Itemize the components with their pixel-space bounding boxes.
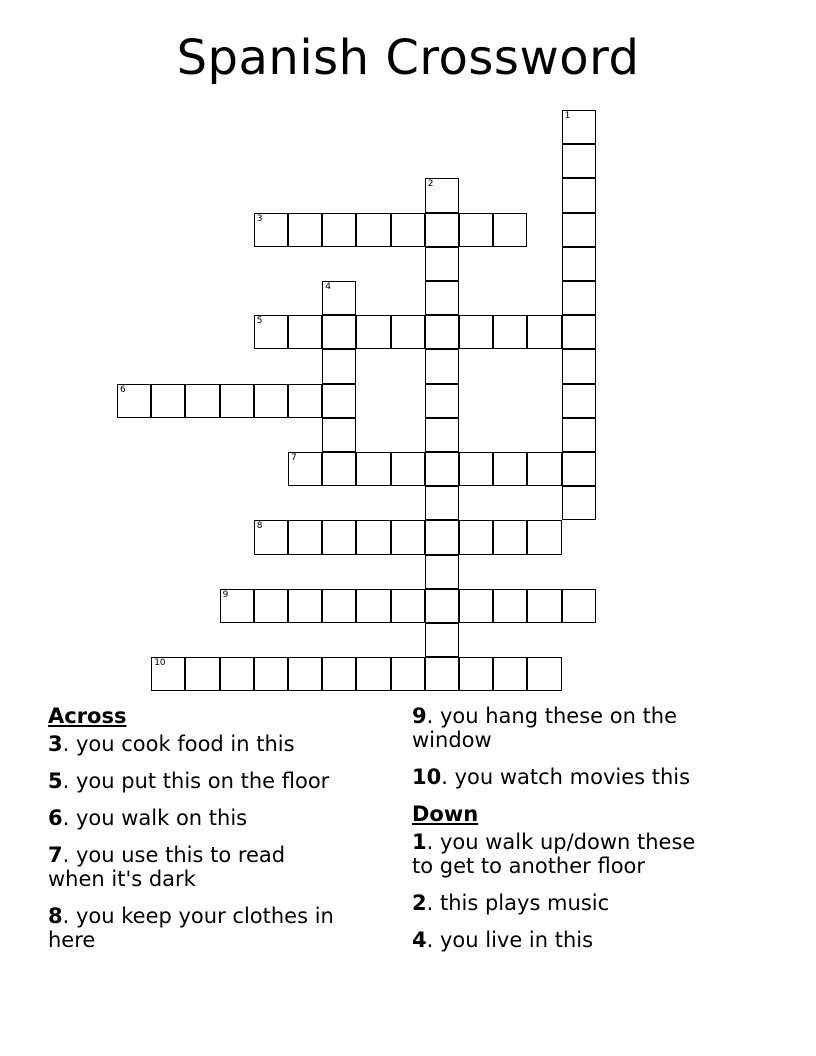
- grid-cell[interactable]: [322, 315, 356, 349]
- grid-cell[interactable]: [356, 315, 390, 349]
- down-clue-1: 1. you walk up/down these to get to another floor: [412, 830, 696, 878]
- grid-cell[interactable]: [425, 178, 459, 212]
- grid-cell[interactable]: [322, 349, 356, 383]
- grid-cell[interactable]: [220, 657, 254, 691]
- grid-cell[interactable]: [254, 657, 288, 691]
- grid-cell[interactable]: [425, 486, 459, 520]
- grid-cell[interactable]: [527, 657, 561, 691]
- grid-cell[interactable]: [288, 589, 322, 623]
- grid-cell[interactable]: [562, 247, 596, 281]
- grid-cell[interactable]: [425, 247, 459, 281]
- down-heading: Down: [412, 802, 479, 826]
- page-title: Spanish Crossword: [176, 30, 640, 86]
- grid-cell[interactable]: [322, 520, 356, 554]
- cell-number: 7: [291, 453, 297, 463]
- grid-cell[interactable]: [391, 589, 425, 623]
- grid-cell[interactable]: [220, 384, 254, 418]
- grid-cell[interactable]: [459, 589, 493, 623]
- grid-cell[interactable]: [527, 452, 561, 486]
- grid-cell[interactable]: [562, 144, 596, 178]
- grid-cell[interactable]: [288, 520, 322, 554]
- cell-number: 9: [222, 589, 229, 600]
- across-heading: Across: [48, 704, 127, 728]
- grid-cell[interactable]: [322, 213, 356, 247]
- grid-cell[interactable]: [562, 486, 596, 520]
- grid-cell[interactable]: [425, 452, 459, 486]
- grid-cell[interactable]: [322, 589, 356, 623]
- grid-cell[interactable]: [562, 589, 596, 623]
- down-clue-2: 2. this plays music: [412, 891, 610, 915]
- across-clue-3: 3. you cook food in this: [48, 732, 295, 756]
- grid-cell[interactable]: [527, 589, 561, 623]
- grid-cell[interactable]: [562, 213, 596, 247]
- across-clue-8: 8. you keep your clothes in here: [48, 904, 334, 952]
- across-clue-9: 9. you hang these on the window: [412, 704, 678, 752]
- cell-number: 5: [256, 316, 263, 327]
- grid-cell[interactable]: [185, 657, 219, 691]
- grid-cell[interactable]: [562, 452, 596, 486]
- grid-cell[interactable]: [288, 452, 322, 486]
- grid-cell[interactable]: [288, 213, 322, 247]
- grid-cell[interactable]: [356, 657, 390, 691]
- grid-cell[interactable]: [459, 520, 493, 554]
- grid-cell[interactable]: [425, 349, 459, 383]
- cell-number: 1: [564, 111, 571, 121]
- grid-cell[interactable]: [322, 384, 356, 418]
- grid-cell[interactable]: [391, 452, 425, 486]
- grid-cell[interactable]: [425, 520, 459, 554]
- grid-cell[interactable]: [562, 315, 596, 349]
- grid-cell[interactable]: [254, 213, 288, 247]
- grid-cell[interactable]: [151, 384, 185, 418]
- grid-cell[interactable]: [425, 418, 459, 452]
- grid-cell[interactable]: [459, 315, 493, 349]
- grid-cell[interactable]: [493, 520, 527, 554]
- grid-cell[interactable]: [527, 520, 561, 554]
- cell-number: 8: [256, 521, 263, 532]
- grid-cell[interactable]: [425, 589, 459, 623]
- grid-cell[interactable]: [391, 315, 425, 349]
- cell-number: 6: [120, 384, 126, 395]
- grid-cell[interactable]: [254, 384, 288, 418]
- grid-cell[interactable]: [562, 281, 596, 315]
- grid-cell[interactable]: [425, 555, 459, 589]
- grid-cell[interactable]: [493, 213, 527, 247]
- grid-cell[interactable]: [391, 520, 425, 554]
- grid-cell[interactable]: [322, 657, 356, 691]
- grid-cell[interactable]: [391, 657, 425, 691]
- grid-cell[interactable]: [288, 315, 322, 349]
- grid-cell[interactable]: [356, 589, 390, 623]
- down-clue-4: 4. you live in this: [412, 928, 594, 952]
- grid-cell[interactable]: [254, 520, 288, 554]
- grid-cell[interactable]: [288, 384, 322, 418]
- grid-cell[interactable]: [220, 589, 254, 623]
- cell-number: 2: [427, 179, 434, 190]
- grid-cell[interactable]: [391, 213, 425, 247]
- grid-cell[interactable]: [117, 384, 151, 418]
- across-clue-5: 5. you put this on the floor: [48, 769, 330, 793]
- grid-cell[interactable]: [322, 418, 356, 452]
- grid-cell[interactable]: [254, 589, 288, 623]
- grid-cell[interactable]: [527, 315, 561, 349]
- grid-cell[interactable]: [356, 213, 390, 247]
- grid-cell[interactable]: [493, 315, 527, 349]
- cell-number: 3: [256, 213, 263, 224]
- clue-column-right: [412, 704, 732, 965]
- grid-cell[interactable]: [425, 623, 459, 657]
- grid-cell[interactable]: [151, 657, 185, 691]
- grid-cell[interactable]: [493, 589, 527, 623]
- clue-column-left: [48, 704, 388, 965]
- cell-number: 4: [325, 282, 331, 292]
- cell-number: 10: [154, 658, 166, 669]
- grid-cell[interactable]: [185, 384, 219, 418]
- grid-cell[interactable]: [356, 452, 390, 486]
- grid-cell[interactable]: [425, 384, 459, 418]
- across-clue-7: 7. you use this to read when it's dark: [48, 843, 286, 891]
- grid-cell[interactable]: [562, 110, 596, 144]
- grid-cell[interactable]: [254, 315, 288, 349]
- grid-cell[interactable]: [288, 657, 322, 691]
- grid-cell[interactable]: [562, 418, 596, 452]
- grid-cell[interactable]: [459, 213, 493, 247]
- grid-cell[interactable]: [425, 281, 459, 315]
- grid-cell[interactable]: [562, 384, 596, 418]
- grid-cell[interactable]: [493, 452, 527, 486]
- grid-cell[interactable]: [425, 657, 459, 691]
- grid-cell[interactable]: [562, 349, 596, 383]
- across-clue-6: 6. you walk on this: [48, 806, 248, 830]
- across-clue-10: 10. you watch movies this: [412, 765, 691, 789]
- grid-cell[interactable]: [356, 520, 390, 554]
- grid-cell[interactable]: [425, 213, 459, 247]
- grid-cell[interactable]: [493, 657, 527, 691]
- grid-cell[interactable]: [322, 281, 356, 315]
- grid-cell[interactable]: [322, 452, 356, 486]
- grid-cell[interactable]: [459, 657, 493, 691]
- grid-cell[interactable]: [425, 315, 459, 349]
- grid-cell[interactable]: [459, 452, 493, 486]
- grid-cell[interactable]: [562, 178, 596, 212]
